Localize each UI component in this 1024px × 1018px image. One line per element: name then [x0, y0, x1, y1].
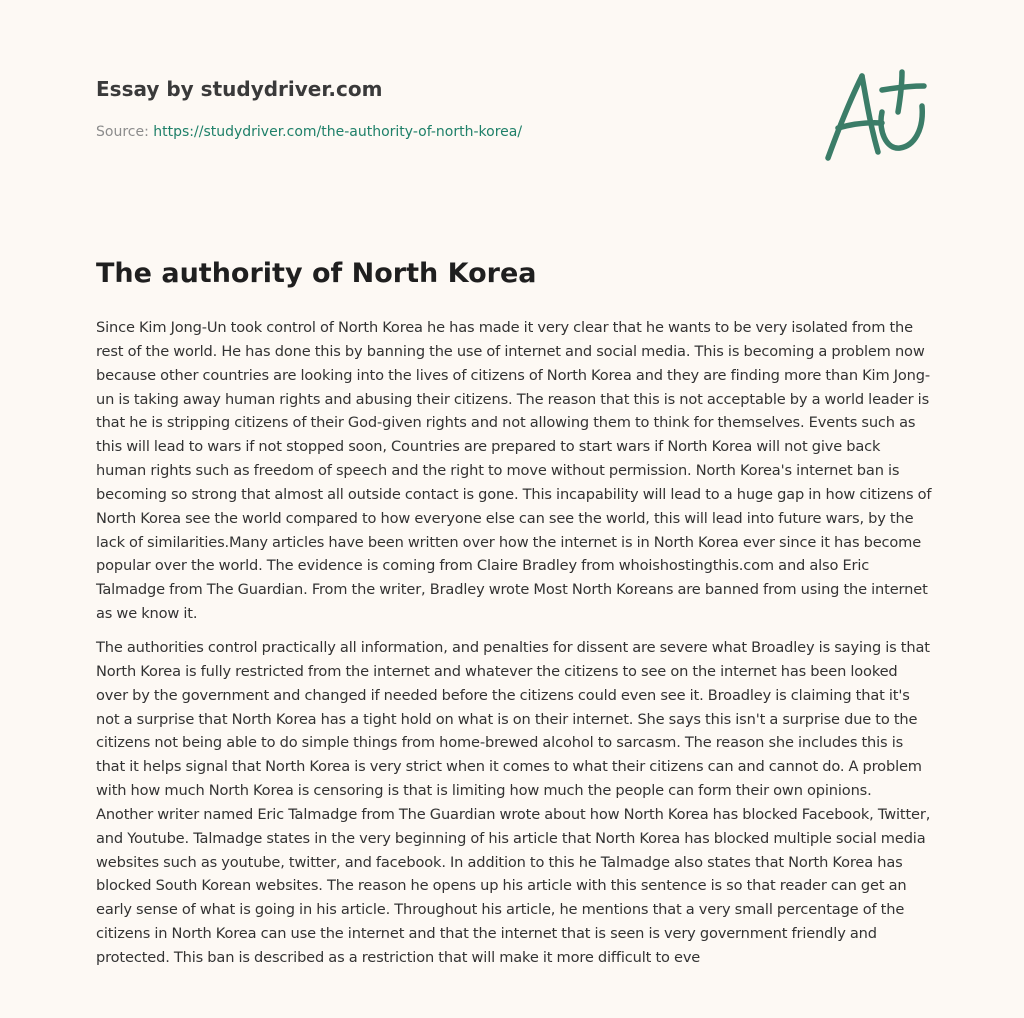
essay-header [96, 74, 796, 142]
paragraph: The authorities control practically all information, and penalties for dissent are severe what Broadley is saying is that North Korea is fully restricted from the internet and whatever the citizens to see on the internet has been looked over by the government and changed if needed before the citizens could even see it. Broadley is claiming that it's not a surprise that North Korea has a tight hold on what is on their internet. She says this isn't a surprise due to the citizens not being able to do simple things from home-brewed alcohol to sarcasm. The reason she includes this is that it helps signal that North Korea is very strict when it comes to what their citizens can and cannot do. A problem with how much North Korea is censoring is that is limiting how much the people can form their own opinions. Another writer named Eric Talmadge from The Guardian wrote about how North Korea has blocked Facebook, Twitter, and Youtube. Talmadge states in the very beginning of his article that North Korea has blocked multiple social media websites such as youtube, twitter, and facebook. In addition to this he Talmadge also states that North Korea has blocked South Korean websites. The reason he opens up his article with this sentence is so that reader can get an early sense of what is going in his article. Throughout his article, he mentions that a very small percentage of the citizens in North Korea can use the internet and that the internet that is seen is very government friendly and protected. This ban is described as a restriction that will make it more difficult to eve [96, 638, 931, 966]
page-title: The authority of North Korea [96, 258, 537, 289]
brand-title: Essay by studydriver.com [96, 77, 383, 101]
source-link[interactable]: https://studydriver.com/the-authority-of-north-korea/ [153, 124, 523, 140]
essay-body [96, 316, 932, 980]
source-label: Source: [96, 124, 149, 140]
source-line [96, 122, 796, 142]
a-plus-logo-icon [820, 66, 932, 166]
paragraph: Since Kim Jong-Un took control of North Korea he has made it very clear that he wants to be very isolated from the rest of the world. He has done this by banning the use of internet and social media. This is becoming a problem now because other countries are looking into the lives of citizens of North Korea and they are finding more than Kim Jong-un is taking away human rights and abusing their citizens. The reason that this is not acceptable by a world leader is that he is stripping citizens of their God-given rights and not allowing them to think for themselves. Events such as this will lead to wars if not stopped soon, Countries are prepared to start wars if North Korea will not give back human rights such as freedom of speech and the right to move without permission. North Korea's internet ban is becoming so strong that almost all outside contact is gone. This incapability will lead to a huge gap in how citizens of North Korea see the world compared to how everyone else can see the world, this will lead into future wars, by the lack of similarities.Many articles have been written over how the internet is in North Korea ever since it has become popular over the world. The evidence is coming from Claire Bradley from whoishostingthis.com and also Eric Talmadge from The Guardian. From the writer, Bradley wrote Most North Koreans are banned from using the internet as we know it. [96, 319, 932, 623]
